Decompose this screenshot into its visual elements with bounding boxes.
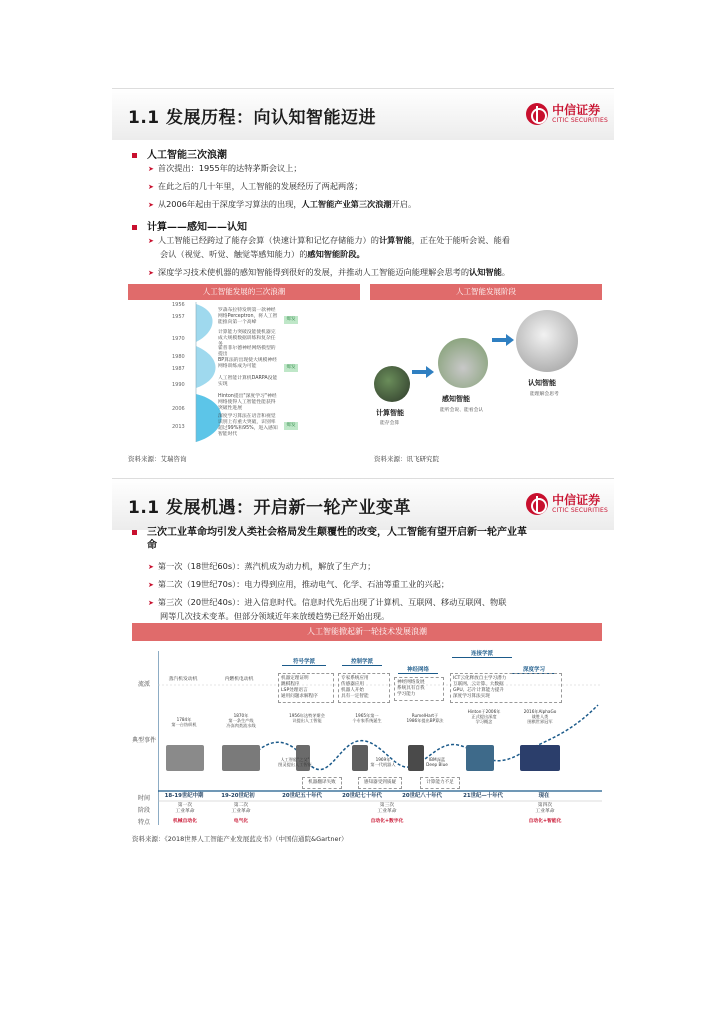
bullet-square-icon (132, 530, 137, 535)
slide-development-opportunity (112, 478, 614, 848)
sub-item: ➤ 人工智能已经跨过了能存会算（快速计算和记忆存储能力）的计算智能，正在处于能听会说、能看 会认（视觉、听觉、触觉等感知能力）的感知智能阶段。 (148, 235, 510, 259)
bullet-three-waves: 人工智能三次浪潮 (132, 146, 227, 161)
timeline-note: 深度学习算法在语音和视觉识别上有重大突破，识别率超过99%和95%，进入感知智能时代 (218, 414, 278, 437)
sub-item: ➤ 深度学习技术使机器的感知智能得到很好的发展，并推动人工智能迈向能理解会思考的认知智能。 (148, 267, 510, 277)
mid-event: 人工智能"之父" 图灵提出人工智能 (278, 757, 312, 767)
page-title: 1.1 发展历程：向认知智能迈进 (128, 108, 377, 128)
year-label: 1957 (172, 314, 185, 320)
time-cell: 21世纪—十年代 (463, 793, 503, 799)
row-label: 流派 (137, 681, 150, 688)
time-cell: 现在 (538, 793, 550, 799)
robot-image (516, 310, 578, 372)
timeline-note: 人工智能计算机DARPA没能实现 (218, 376, 278, 387)
sub-item: ➤ 从2006年起由于深度学习算法的出现，人工智能产业第三次浪潮开启。 (148, 199, 417, 209)
burst-tag: 爆发 (284, 422, 298, 430)
mid-event: IBM深蓝 Deep Blue (426, 757, 448, 767)
event-label: 2016年AlphaGo 战胜人类 围棋世界冠军 (523, 709, 557, 724)
logo-cn: 中信证券 (552, 102, 601, 117)
feature-cell: 电气化 (233, 819, 249, 824)
hinton-image (466, 745, 494, 771)
bullet-square-icon (132, 153, 137, 158)
school-label: 符号学派 (282, 657, 326, 666)
page-title: 1.1 发展机遇：开启新一轮产业变革 (128, 498, 412, 518)
title-band (112, 88, 614, 140)
arrow-right-icon (492, 334, 514, 346)
arrow-icon: ➤ (148, 237, 154, 245)
logo-en: CITIC SECURITIES (552, 506, 608, 514)
sub-item: ➤ 第一次（18世纪60s）：蒸汽机成为动力机，解放了生产力； (148, 561, 376, 571)
row-label: 时间 (137, 795, 150, 802)
feature-cell: 自动化+智能化 (528, 819, 562, 824)
time-cell: 20世纪五十年代 (282, 793, 322, 799)
school-label: 神经网络 (398, 665, 438, 674)
time-cell: 18-19世纪中期 (164, 793, 204, 799)
sub-item: ➤ 第二次（19世纪70s）：电力得到应用，推动电气、化学、石油等重工业的兴起； (148, 579, 450, 589)
year-label: 2013 (172, 424, 185, 430)
year-label: 1990 (172, 382, 185, 388)
school-label: 连接学派 (452, 649, 512, 658)
timeline-note: 霍普菲尔德神经网络模型的提出 (218, 346, 276, 357)
arrow-icon: ➤ (148, 563, 154, 571)
self-driving-car-image (438, 338, 488, 388)
decline-tag: 机器翻译失败 (302, 777, 342, 789)
arrow-icon: ➤ (148, 201, 154, 209)
stage-label: 感知智能 (442, 395, 470, 403)
steam-machine-image (166, 745, 204, 771)
burst-tag: 爆发 (284, 364, 298, 372)
sub-item: ➤ 第三次（20世纪40s）：进入信息时代。信息时代先后出现了计算机、互联网、移动互联网、物联 网等几次技术变革。但部分领域近年来放缓趋势已经开始出现。 (148, 597, 507, 621)
burst-tag: 爆发 (284, 316, 298, 324)
ai-history-timeline (132, 645, 602, 827)
school-label: 控制学派 (342, 657, 382, 666)
feature-cell: 自动化+数字化 (370, 819, 404, 824)
school-label: 深度学习 (512, 665, 556, 674)
arrow-icon: ➤ (148, 599, 154, 607)
production-line-image (222, 745, 260, 771)
decline-tag: 计算能力不足 (420, 777, 460, 789)
three-waves-timeline (172, 302, 332, 442)
event-label: 1956年达特茅斯会 议提出人工智能 (289, 713, 325, 723)
title-band (112, 478, 614, 530)
row-label: 特点 (137, 819, 150, 826)
stage-desc: 能理解会思考 (530, 392, 559, 397)
source-right: 资料来源：讯飞研究院 (374, 455, 439, 463)
stage-label: 认知智能 (528, 379, 556, 387)
banner-new-wave: 人工智能掀起新一轮技术发展浪潮 (132, 623, 602, 641)
citic-logo (526, 493, 608, 515)
event-label: 1784年 第一台纺织机 (171, 717, 197, 727)
bullet-square-icon (132, 225, 137, 230)
citic-logo-icon (526, 493, 548, 515)
sub-item: ➤ 在此之后的几十年里，人工智能的发展经历了两起两落； (148, 181, 363, 191)
event-label: Hinton于2006年 正式提出深度 学习概念 (467, 709, 501, 724)
arrow-icon: ➤ (148, 581, 154, 589)
timeline-note: Hinton提出"深度学习"神经网络使得人工智能性能获得突破性进展 (218, 394, 277, 411)
bullet-industrial-revolutions: 三次工业革命均引发人类社会格局发生颠覆性的改变，人工智能有望开启新一轮产业革 命 (132, 526, 602, 552)
stage-cell: 第三次 工业革命 (377, 803, 397, 814)
time-cell: 20世纪七十年代 (342, 793, 382, 799)
logo-en: CITIC SECURITIES (552, 116, 608, 124)
citic-logo-icon (526, 103, 548, 125)
genre-cell: 蒸汽机发动机 (168, 677, 198, 682)
year-label: 1980 (172, 354, 185, 360)
deep-blue-image (408, 745, 424, 771)
stage-cell: 第四次 工业革命 (535, 803, 555, 814)
arrow-icon: ➤ (148, 165, 154, 173)
event-label: 1870年 第一条生产线 冷冻肉类流水线 (226, 713, 256, 728)
robot-image (352, 745, 368, 771)
sub-item: ➤ 首次提出：1955年的达特茅斯会议上； (148, 163, 302, 173)
genre-cell: 内燃机电动机 (224, 677, 254, 682)
citic-logo (526, 103, 608, 125)
mid-event: 1969年 第一代机器人 (370, 757, 396, 767)
row-label: 阶段 (137, 807, 150, 814)
source: 资料来源：《2018世界人工智能产业发展蓝皮书》（中国信通院&Gartner） (132, 835, 348, 843)
feature-cell: 机械自动化 (173, 819, 197, 824)
stage-cell: 第一次 工业革命 (175, 803, 195, 814)
arrow-icon: ➤ (148, 269, 154, 277)
source-left: 资料来源：艾瑞咨询 (128, 455, 187, 463)
stage-label: 计算智能 (376, 409, 404, 417)
time-cell: 19-20世纪初 (221, 793, 255, 799)
year-label: 2006 (172, 406, 185, 412)
panel-title-stages: 人工智能发展阶段 (370, 284, 602, 300)
alphago-image (520, 745, 560, 771)
timeline-note: 计算能力突破没能使机器完成大规模数据训练和复杂任务 (218, 330, 276, 347)
year-label: 1987 (172, 366, 185, 372)
genre-cell: ICT云化释放自主学习潜力 互联网、云计算、大数据 GPU、芯片计算能力提升 深度学习算法实现 (450, 673, 562, 703)
event-label: RumelHart于 1986年提出BP算法 (406, 713, 444, 723)
arrow-icon: ➤ (148, 183, 154, 191)
stage-cell: 第二次 工业革命 (231, 803, 251, 814)
timeline-note: 罗森布拉特发明第一款神经网络Perceptron，将人工智能推向第一个高峰 (218, 308, 278, 325)
stage-desc: 能存会算 (380, 421, 400, 426)
time-cell: 20世纪八十年代 (402, 793, 442, 799)
year-label: 1956 (172, 302, 185, 308)
genre-cell: 神经网络发展 系统具有自我 学习能力 (394, 677, 444, 701)
year-label: 1970 (172, 336, 185, 342)
stage-desc: 能听会说、能看会认 (440, 408, 484, 413)
panel-title-three-waves: 人工智能发展的三次浪潮 (128, 284, 360, 300)
decline-tag: 感知器受到质疑 (358, 777, 402, 789)
bullet-compute-perceive-cognize: 计算——感知——认知 (132, 218, 247, 233)
slide-development-history (112, 88, 614, 468)
calculator-image (374, 366, 410, 402)
genre-cell: 机器定理证明 跳棋程序 LSP处理语言 通用问题求解程序 (278, 673, 334, 703)
row-label: 典型事件 (132, 737, 157, 744)
arrow-right-icon (412, 366, 434, 378)
genre-cell: 专家系统应用 传感器应用 机器人开始 具有一定智能 (338, 673, 390, 703)
event-label: 1965年第一 个专家系统诞生 (352, 713, 382, 723)
logo-cn: 中信证券 (552, 492, 601, 507)
timeline-note: BP算法的出现使大规模神经网络训练成为可能 (218, 358, 277, 369)
